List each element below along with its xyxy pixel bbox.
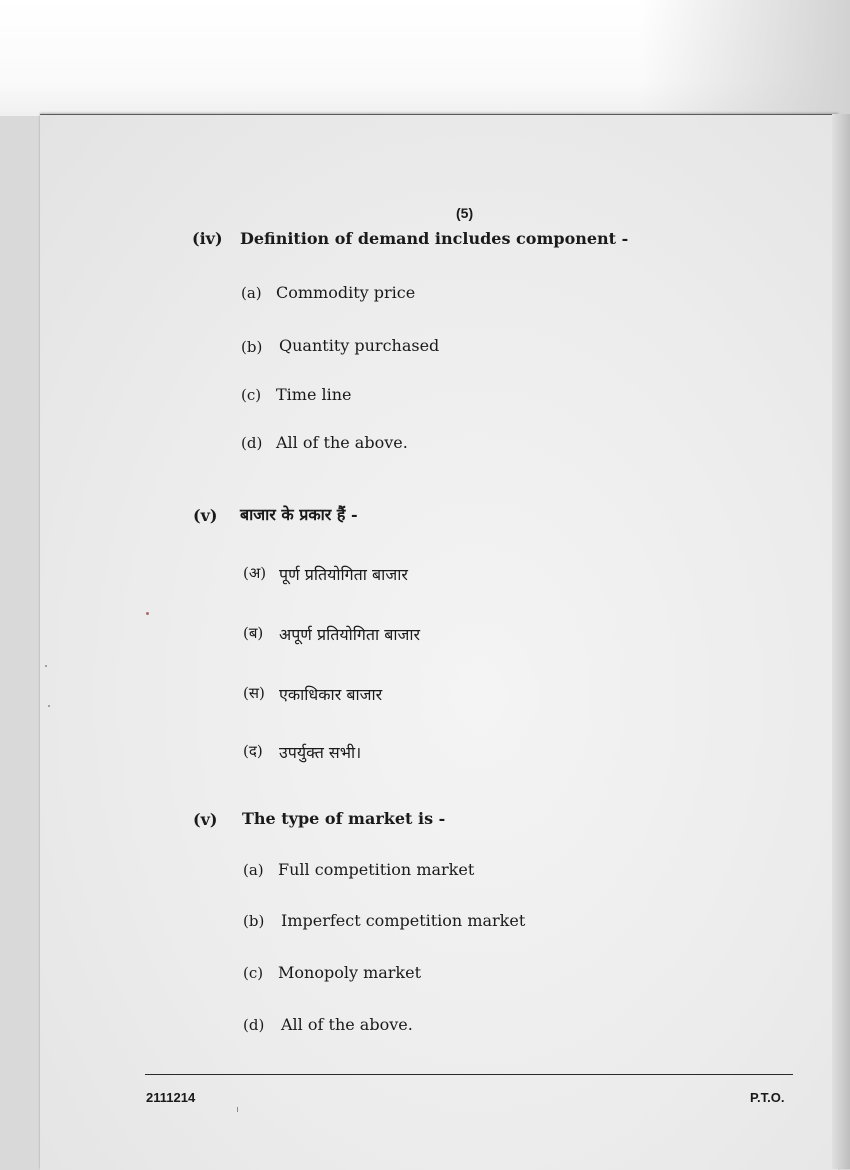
question-number: (iv) (192, 229, 223, 248)
option-text: उपर्युक्त सभी। (279, 743, 362, 762)
option-label: (c) (241, 386, 262, 404)
option-label: (a) (241, 284, 262, 302)
paper-sheet (40, 114, 838, 1170)
option-label: (b) (243, 912, 265, 930)
option-text: पूर्ण प्रतियोगिता बाजार (279, 565, 408, 584)
option-text: अपूर्ण प्रतियोगिता बाजार (279, 625, 421, 644)
option-label: (a) (243, 861, 264, 879)
option-label: (अ) (243, 564, 267, 582)
option-text: Imperfect competition market (281, 911, 526, 930)
option-label: (c) (243, 964, 264, 982)
paper-code: 2111214 (146, 1090, 196, 1105)
scan-speck (146, 612, 149, 615)
scan-speck (45, 665, 47, 667)
question-number: (v) (193, 810, 218, 829)
option-text: Full competition market (278, 860, 475, 879)
scan-speck (237, 1107, 238, 1112)
option-text: Commodity price (276, 283, 416, 302)
scan-shadow (640, 0, 850, 116)
page-number: (5) (456, 205, 474, 221)
question-number: (v) (193, 506, 218, 525)
question-text: बाजार के प्रकार हैं - (240, 505, 358, 524)
option-text: Monopoly market (278, 963, 422, 982)
scan-speck (48, 705, 50, 707)
footer-divider (145, 1074, 793, 1075)
question-text: Definition of demand includes component - (240, 229, 629, 248)
option-label: (ब) (243, 624, 264, 642)
option-text: All of the above. (281, 1015, 413, 1034)
option-label: (b) (241, 338, 263, 356)
option-label: (स) (243, 684, 265, 702)
paper-edge-shadow (832, 114, 850, 1169)
option-text: एकाधिकार बाजार (279, 685, 383, 704)
option-text: Time line (276, 385, 352, 404)
question-text: The type of market is - (242, 809, 446, 828)
option-label: (द) (243, 742, 263, 760)
option-text: Quantity purchased (279, 336, 440, 355)
option-text: All of the above. (276, 433, 408, 452)
option-label: (d) (241, 434, 263, 452)
option-label: (d) (243, 1016, 265, 1034)
please-turn-over: P.T.O. (750, 1090, 785, 1105)
